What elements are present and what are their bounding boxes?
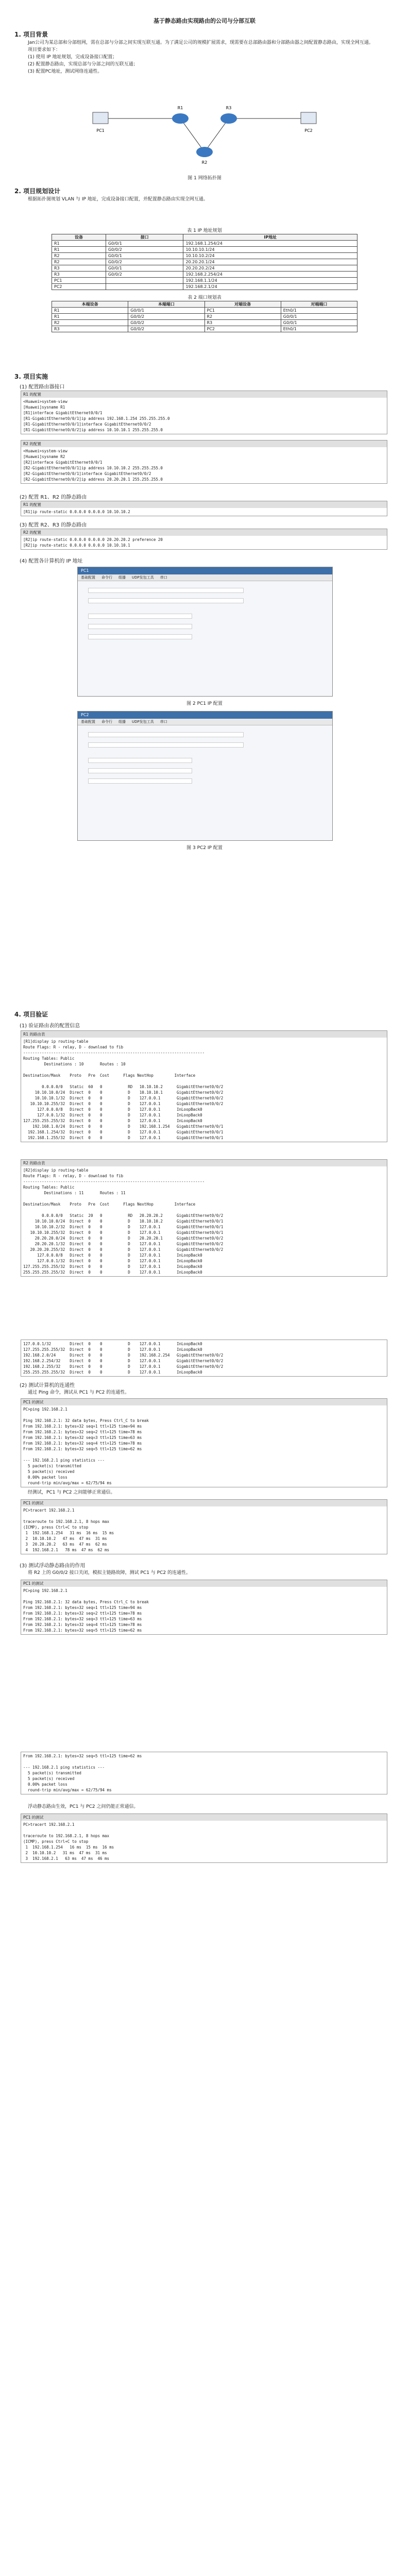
subheading: (4) 配置各计算机的 IP 地址 — [20, 558, 83, 564]
tracert-output — [21, 1499, 387, 1554]
code-line: Destination/Mask Proto Pre Cost Flags NextHop Interface — [23, 1073, 196, 1078]
subheading: (1) 验证路由表的配置信息 — [20, 1023, 80, 1029]
code-line: 1 192.168.1.254 16 ms 15 ms 16 ms — [23, 1845, 114, 1850]
column-header: 本端设备 — [52, 301, 128, 308]
table-cell: 192.168.2.1/24 — [183, 284, 357, 290]
para: Jan公司为某总部和分部组网，需在总部与分部之间实现互联互通。为了满足公司的规模扩展需求，现需要在总部路由器和分部路由器之间配置静态路由，实现全网互通。 — [28, 40, 373, 45]
code-line: 255.255.255.255/32 Direct 0 0 D 127.0.0.1 InLoopBack0 — [23, 1270, 202, 1275]
table-row — [52, 241, 357, 247]
code-line: (ICMP), press Ctrl+C to stop — [23, 1839, 89, 1844]
field[interactable] — [88, 768, 192, 773]
code-line: [R1-GigabitEthernet0/0/1]ip address 192.168.1.254 255.255.255.0 — [23, 416, 170, 421]
table-row — [52, 259, 357, 265]
para: 项目要求如下： — [28, 47, 61, 53]
code-line: 20.20.20.255/32 Direct 0 0 D 127.0.0.1 GigabitEthernet0/0/2 — [23, 1247, 224, 1252]
table-row — [52, 247, 357, 253]
table-cell: G0/0/1 — [281, 320, 357, 326]
code-line: 3 20.20.20.2 63 ms 47 ms 62 ms — [23, 1542, 107, 1547]
code-line: 5 packet(s) transmitted — [23, 1771, 81, 1775]
field[interactable] — [88, 598, 244, 603]
code-line: [R2]ip route-static 0.0.0.0 0.0.0.0 10.10.10.1 — [23, 543, 130, 548]
tab-bar — [78, 719, 332, 725]
routing-table — [21, 1030, 387, 1142]
port-plan-table — [52, 301, 357, 332]
figure-caption: 图 1 网络拓扑图 — [188, 176, 221, 181]
table-cell: 20.20.20.1/24 — [183, 259, 357, 265]
table-cell: G0/0/1 — [106, 265, 183, 272]
pc-icon — [301, 112, 316, 124]
code-line: 255.255.255.255/32 Direct 0 0 D 127.0.0.1 InLoopBack0 — [23, 1370, 202, 1375]
code-line: [R2]ip route-static 0.0.0.0 0.0.0.0 20.20.20.2 preference 20 — [23, 537, 163, 542]
table-cell: G0/0/1 — [106, 241, 183, 247]
table-row — [52, 284, 357, 290]
column-header: 对端端口 — [281, 301, 357, 308]
code-line: Destinations : 11 Routes : 11 — [23, 1191, 126, 1195]
code-line: From 192.168.2.1: bytes=32 seq=5 ttl=125 time=62 ms — [23, 1754, 142, 1758]
code-line: From 192.168.2.1: bytes=32 seq=1 ttl=125 time=94 ms — [23, 1424, 142, 1429]
pc2-config-window — [77, 711, 333, 841]
router-icon — [196, 147, 213, 157]
field[interactable] — [88, 614, 192, 619]
table-cell — [106, 278, 183, 284]
code-line: 10.10.10.2/32 Direct 0 0 D 127.0.0.1 GigabitEthernet0/0/1 — [23, 1225, 224, 1229]
table-cell: G0/0/2 — [128, 314, 204, 320]
code-line: 127.0.0.0/8 Direct 0 0 D 127.0.0.1 InLoopBack0 — [23, 1253, 202, 1258]
tab[interactable]: 串口 — [160, 720, 167, 724]
para: 根据拓扑图规划 VLAN 与 IP 地址，完成设备接口配置，并配置静态路由实现全网互通。 — [28, 197, 208, 202]
tab[interactable]: 命令行 — [101, 720, 112, 724]
column-header: 接口 — [106, 234, 183, 241]
figure-caption: 图 3 PC2 IP 配置 — [186, 845, 223, 851]
table-cell: PC2 — [52, 284, 106, 290]
para — [19, 1569, 389, 1577]
code-line — [23, 1827, 385, 1833]
code-line: Ping 192.168.2.1: 32 data bytes, Press Ctrl_C to break — [23, 1600, 149, 1604]
code-line: 3 192.168.2.1 63 ms 47 ms 46 ms — [23, 1856, 110, 1861]
code-line: 5 packet(s) received — [23, 1469, 75, 1474]
code-line — [23, 1412, 385, 1418]
section-2-heading: 2. 项目规划设计 — [14, 188, 61, 195]
tracert-output — [21, 1814, 387, 1863]
code-header: PC1 的测试 — [21, 1399, 387, 1405]
para: 经测试，PC1 与 PC2 之间能够正常通信。 — [28, 1490, 115, 1495]
table-cell: 192.168.1.254/24 — [183, 241, 357, 247]
label: PC1 — [96, 128, 105, 133]
code-line: From 192.168.2.1: bytes=32 seq=4 ttl=125 time=78 ms — [23, 1441, 142, 1446]
table-cell: PC1 — [204, 308, 281, 314]
code-line: PC>tracert 192.168.2.1 — [23, 1822, 75, 1827]
code-line — [23, 1513, 385, 1519]
code-header: R2 的路由表 — [21, 1160, 387, 1166]
code-header: R1 的路由表 — [21, 1031, 387, 1038]
para: 将 R2 上的 G0/0/2 接口关闭，模拟主链路故障，测试 PC1 与 PC2 的连通性。 — [28, 1570, 191, 1575]
subheading: (2) 配置 R1、R2 的静态路由 — [20, 495, 87, 500]
table-cell: R3 — [52, 326, 128, 332]
table-cell: Eth0/1 — [281, 326, 357, 332]
tab[interactable]: 命令行 — [101, 575, 112, 580]
routing-table — [21, 1340, 387, 1377]
code-line: Destination/Mask Proto Pre Cost Flags NextHop Interface — [23, 1202, 196, 1207]
config-block — [21, 501, 387, 516]
code-line: round-trip min/avg/max = 62/75/94 ms — [23, 1481, 112, 1485]
code-line: 10.10.10.0/24 Direct 0 0 D 10.10.10.2 GigabitEthernet0/0/1 — [23, 1219, 224, 1224]
window-title: PC1 — [78, 567, 332, 574]
table-cell: R1 — [52, 241, 106, 247]
table-cell: 20.20.20.2/24 — [183, 265, 357, 272]
code-line: [R1-GigabitEthernet0/0/2]ip address 10.10.10.1 255.255.255.0 — [23, 428, 163, 432]
code-line: ------------------------------------------------------------------------------ — [23, 1050, 205, 1055]
config-block — [21, 440, 387, 484]
tab-bar — [78, 574, 332, 581]
table-row — [52, 326, 357, 332]
code-header: PC1 的测试 — [21, 1580, 387, 1587]
code-line: 2 10.10.10.2 31 ms 47 ms 31 ms — [23, 1851, 107, 1855]
field[interactable] — [88, 732, 244, 737]
para: 通过 Ping 命令，测试从 PC1 与 PC2 的连通性。 — [28, 1390, 130, 1395]
table-cell: G0/0/1 — [128, 308, 204, 314]
pc1-config-window — [77, 567, 333, 697]
routing-table — [21, 1159, 387, 1277]
table-cell: R1 — [52, 314, 128, 320]
code-line: [Huawei]sysname R1 — [23, 405, 65, 410]
code-line: Ping 192.168.2.1: 32 data bytes, Press Ctrl_C to break — [23, 1418, 149, 1423]
code-line: 0.00% packet loss — [23, 1475, 67, 1480]
code-line — [23, 1196, 385, 1201]
code-line: 192.168.1.255/32 Direct 0 0 D 127.0.0.1 GigabitEthernet0/0/1 — [23, 1136, 224, 1140]
table-row — [52, 320, 357, 326]
code-line: [R1]display ip routing-table — [23, 1039, 89, 1044]
column-header: 设备 — [52, 234, 106, 241]
table-cell: G0/0/2 — [106, 272, 183, 278]
table-cell: PC2 — [204, 326, 281, 332]
code-line: [R2]interface GigabitEthernet0/0/1 — [23, 460, 103, 465]
code-line: 127.0.0.1/32 Direct 0 0 D 127.0.0.1 InLoopBack0 — [23, 1113, 202, 1117]
code-line — [23, 1078, 385, 1084]
field[interactable] — [88, 742, 244, 748]
code-line: 4 192.168.2.1 78 ms 47 ms 62 ms — [23, 1548, 110, 1552]
list-item: (3) 配置PC地址，测试网络连通性。 — [28, 69, 103, 74]
config-block — [21, 391, 387, 434]
code-line: 20.20.20.0/24 Direct 0 0 D 20.20.20.1 GigabitEthernet0/0/2 — [23, 1236, 224, 1241]
table-cell: 192.168.1.1/24 — [183, 278, 357, 284]
subheading: (3) 配置 R2、R3 的静态路由 — [20, 522, 87, 528]
code-line: Routing Tables: Public — [23, 1185, 75, 1190]
section-2-body — [19, 196, 389, 203]
column-header: IP地址 — [183, 234, 357, 241]
field[interactable] — [88, 588, 244, 593]
code-line: Destinations : 10 Routes : 10 — [23, 1062, 126, 1066]
code-line: From 192.168.2.1: bytes=32 seq=5 ttl=125 time=62 ms — [23, 1628, 142, 1633]
code-line: 10.10.10.1/32 Direct 0 0 D 127.0.0.1 GigabitEthernet0/0/2 — [23, 1096, 224, 1100]
field[interactable] — [88, 634, 192, 639]
code-line: From 192.168.2.1: bytes=32 seq=5 ttl=125 time=62 ms — [23, 1447, 142, 1451]
field[interactable] — [88, 624, 192, 629]
table-row — [52, 278, 357, 284]
code-line: traceroute to 192.168.2.1, 8 hops max — [23, 1519, 110, 1524]
table-cell: 192.168.2.254/24 — [183, 272, 357, 278]
router-icon — [220, 113, 237, 124]
code-line: Route Flags: R - relay, D - download to fib — [23, 1174, 124, 1178]
subheading: (1) 配置路由器接口 — [20, 384, 65, 390]
code-line: 127.0.0.1/32 Direct 0 0 D 127.0.0.1 InLoopBack0 — [23, 1342, 202, 1346]
code-line: --- 192.168.2.1 ping statistics --- — [23, 1458, 105, 1463]
code-line: <Huawei>system-view — [23, 399, 67, 404]
code-line: PC>tracert 192.168.2.1 — [23, 1508, 75, 1513]
code-line: traceroute to 192.168.2.1, 8 hops max — [23, 1834, 110, 1838]
tab[interactable]: 组播 — [118, 720, 126, 724]
code-line: Routing Tables: Public — [23, 1056, 75, 1061]
code-line: 127.0.0.1/32 Direct 0 0 D 127.0.0.1 InLoopBack0 — [23, 1259, 202, 1263]
table-row — [52, 265, 357, 272]
code-line: PC>ping 192.168.2.1 — [23, 1407, 67, 1412]
ping-output — [21, 1580, 387, 1635]
table-cell: R3 — [204, 320, 281, 326]
section-1-body — [19, 39, 389, 75]
code-line — [23, 1207, 385, 1213]
code-line: 127.255.255.255/32 Direct 0 0 D 127.0.0.1 InLoopBack0 — [23, 1118, 202, 1123]
table-cell — [106, 284, 183, 290]
code-line: 10.10.10.255/32 Direct 0 0 D 127.0.0.1 GigabitEthernet0/0/1 — [23, 1230, 224, 1235]
code-line: 192.168.1.254/32 Direct 0 0 D 127.0.0.1 GigabitEthernet0/0/1 — [23, 1130, 224, 1134]
section-3-heading: 3. 项目实施 — [14, 373, 48, 380]
table-cell: R2 — [52, 253, 106, 259]
subheading: (2) 测试计算机的连通性 — [20, 1383, 75, 1388]
code-header: R2 的配置 — [21, 529, 387, 536]
window-title: PC2 — [78, 711, 332, 719]
table-row — [52, 272, 357, 278]
tab[interactable]: UDP发包工具 — [132, 575, 154, 580]
code-line: [Huawei]sysname R2 — [23, 454, 65, 459]
code-header: R2 的配置 — [21, 440, 387, 447]
code-line: 10.10.10.0/24 Direct 0 0 D 10.10.10.1 GigabitEthernet0/0/2 — [23, 1090, 224, 1095]
code-line: 1 192.168.1.254 31 ms 16 ms 15 ms — [23, 1531, 114, 1535]
table-cell: 10.10.10.2/24 — [183, 253, 357, 259]
field[interactable] — [88, 758, 192, 763]
column-header: 本端端口 — [128, 301, 204, 308]
code-line — [23, 1452, 385, 1458]
code-line: 127.255.255.255/32 Direct 0 0 D 127.0.0.1 InLoopBack0 — [23, 1347, 202, 1352]
tab[interactable]: UDP发包工具 — [132, 720, 154, 724]
router-icon — [172, 113, 189, 124]
code-line: 5 packet(s) transmitted — [23, 1464, 81, 1468]
code-line: From 192.168.2.1: bytes=32 seq=3 ttl=125 time=63 ms — [23, 1617, 142, 1621]
table-cell: R3 — [52, 272, 106, 278]
code-line — [23, 1594, 385, 1599]
label: R1 — [177, 106, 183, 110]
table-cell: R2 — [52, 320, 128, 326]
code-line: (ICMP), press Ctrl+C to stop — [23, 1525, 89, 1530]
code-line: 0.0.0.0/0 Static 20 0 RD 20.20.20.2 GigabitEthernet0/0/2 — [23, 1213, 224, 1218]
table-row — [52, 308, 357, 314]
subheading: (3) 测试浮动静态路由的作用 — [20, 1563, 86, 1569]
code-line: 10.10.10.255/32 Direct 0 0 D 127.0.0.1 GigabitEthernet0/0/2 — [23, 1101, 224, 1106]
code-line — [23, 1067, 385, 1073]
tab[interactable]: 基础配置 — [81, 575, 95, 580]
label: PC2 — [304, 128, 313, 133]
code-line: 192.168.2.255/32 Direct 0 0 D 127.0.0.1 GigabitEthernet0/0/2 — [23, 1364, 224, 1369]
code-line: 192.168.1.0/24 Direct 0 0 D 192.168.1.254 GigabitEthernet0/0/1 — [23, 1124, 224, 1129]
table-caption: 表 2 端口规划表 — [188, 295, 221, 300]
section-4-heading: 4. 项目验证 — [14, 1011, 48, 1018]
code-line: PC>ping 192.168.2.1 — [23, 1588, 67, 1593]
table-cell: PC1 — [52, 278, 106, 284]
code-line: 0.0.0.0/0 Static 60 0 RD 10.10.10.2 GigabitEthernet0/0/2 — [23, 1084, 224, 1089]
code-line: Route Flags: R - relay, D - download to fib — [23, 1045, 124, 1049]
code-line: [R1]interface GigabitEthernet0/0/1 — [23, 411, 103, 415]
code-line: [R2-GigabitEthernet0/0/2]ip address 20.20.20.1 255.255.255.0 — [23, 477, 163, 482]
code-line: From 192.168.2.1: bytes=32 seq=2 ttl=125 time=78 ms — [23, 1611, 142, 1616]
code-line: [R1-GigabitEthernet0/0/1]interface GigabitEthernet0/0/2 — [23, 422, 151, 427]
code-header: PC1 的测试 — [21, 1500, 387, 1506]
tab[interactable]: 基础配置 — [81, 720, 95, 724]
code-header: R1 的配置 — [21, 391, 387, 398]
label: R3 — [226, 106, 232, 110]
pc-icon — [93, 112, 108, 124]
table-cell: R2 — [204, 314, 281, 320]
code-line: round-trip min/avg/max = 62/75/94 ms — [23, 1788, 112, 1792]
ping-output — [21, 1398, 387, 1487]
table-cell: G0/0/2 — [128, 320, 204, 326]
table-cell: R2 — [52, 259, 106, 265]
doc-title: 基于静态路由实现路由的公司与分部互联 — [154, 18, 255, 24]
code-line: From 192.168.2.1: bytes=32 seq=4 ttl=125 time=78 ms — [23, 1622, 142, 1627]
table-cell: G0/0/2 — [128, 326, 204, 332]
code-line: 0.00% packet loss — [23, 1782, 67, 1787]
code-line: From 192.168.2.1: bytes=32 seq=3 ttl=125 time=63 ms — [23, 1435, 142, 1440]
code-line: From 192.168.2.1: bytes=32 seq=1 ttl=125 time=94 ms — [23, 1605, 142, 1610]
ip-plan-table — [52, 234, 357, 290]
code-line: 5 packet(s) received — [23, 1776, 75, 1781]
label: R2 — [201, 160, 208, 165]
code-line: <Huawei>system-view — [23, 449, 67, 453]
code-line: From 192.168.2.1: bytes=32 seq=2 ttl=125 time=78 ms — [23, 1430, 142, 1434]
list-item: (2) 配置静态路由，实现总部与分部之间的互联互通； — [28, 62, 138, 67]
table-cell: R3 — [52, 265, 106, 272]
config-block — [21, 529, 387, 550]
code-header: R1 的配置 — [21, 501, 387, 508]
table-cell: G0/0/2 — [106, 247, 183, 253]
code-line: [R2-GigabitEthernet0/0/1]interface GigabitEthernet0/0/2 — [23, 471, 151, 476]
table-cell: Eth0/1 — [281, 308, 357, 314]
para — [19, 1389, 389, 1396]
table-row — [52, 314, 357, 320]
table-cell: G0/0/1 — [106, 253, 183, 259]
code-line: 192.168.2.0/24 Direct 0 0 D 192.168.2.254 GigabitEthernet0/0/2 — [23, 1353, 224, 1358]
topology-diagram — [77, 98, 332, 170]
code-line: --- 192.168.2.1 ping statistics --- — [23, 1765, 105, 1770]
table-cell: G0/0/1 — [281, 314, 357, 320]
code-line: 127.255.255.255/32 Direct 0 0 D 127.0.0.1 InLoopBack0 — [23, 1264, 202, 1269]
tab[interactable]: 组播 — [118, 575, 126, 580]
field[interactable] — [88, 778, 192, 784]
code-line: 20.20.20.1/32 Direct 0 0 D 127.0.0.1 GigabitEthernet0/0/2 — [23, 1242, 224, 1246]
table-cell: G0/0/2 — [106, 259, 183, 265]
code-line: [R1]ip route-static 0.0.0.0 0.0.0.0 10.10.10.2 — [23, 510, 130, 514]
code-line: 192.168.2.254/32 Direct 0 0 D 127.0.0.1 GigabitEthernet0/0/2 — [23, 1359, 224, 1363]
code-line: ------------------------------------------------------------------------------ — [23, 1179, 205, 1184]
ping-output — [21, 1752, 387, 1794]
code-line — [23, 1759, 385, 1765]
list-item: (1) 使用 IP 地址规划，完成设备接口配置； — [28, 55, 117, 60]
table-row — [52, 253, 357, 259]
tab[interactable]: 串口 — [160, 575, 167, 580]
column-header: 对端设备 — [204, 301, 281, 308]
table-caption: 表 1 IP 地址规划 — [187, 228, 222, 233]
section-1-heading: 1. 项目背景 — [14, 31, 48, 38]
figure-caption: 图 2 PC1 IP 配置 — [186, 701, 223, 706]
code-header: PC1 的测试 — [21, 1814, 387, 1821]
para: 浮动静态路由生效，PC1 与 PC2 之间仍能正常通信。 — [28, 1804, 139, 1809]
code-line: [R2]display ip routing-table — [23, 1168, 89, 1173]
table-cell: R1 — [52, 247, 106, 253]
para — [19, 1803, 389, 1810]
code-line: [R2-GigabitEthernet0/0/1]ip address 10.10.10.2 255.255.255.0 — [23, 466, 163, 470]
code-line: 2 10.10.10.2 47 ms 47 ms 31 ms — [23, 1536, 107, 1541]
table-cell: 10.10.10.1/24 — [183, 247, 357, 253]
code-line: 127.0.0.0/8 Direct 0 0 D 127.0.0.1 InLoopBack0 — [23, 1107, 202, 1112]
para — [19, 1489, 389, 1496]
table-cell: R1 — [52, 308, 128, 314]
